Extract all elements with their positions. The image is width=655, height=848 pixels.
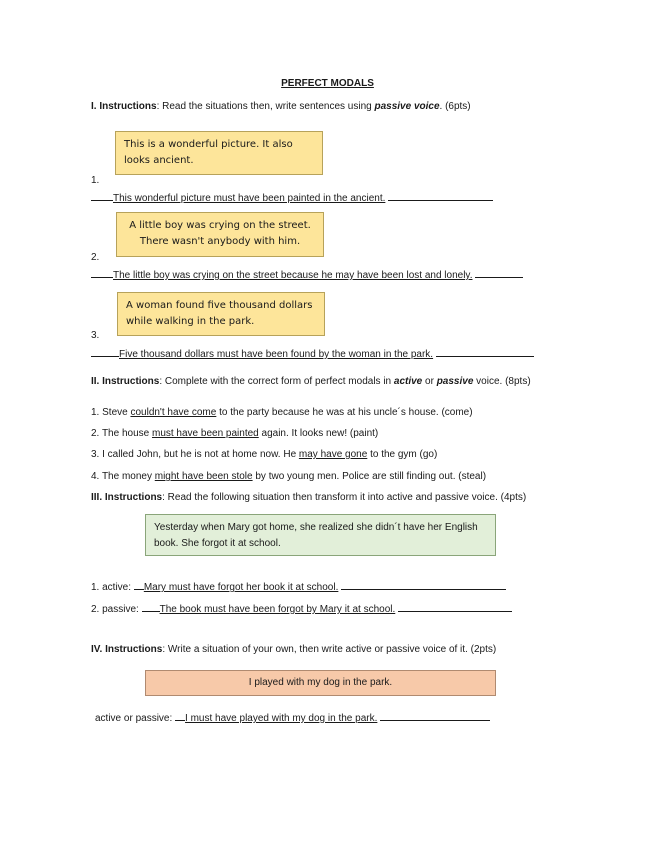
passive-label: 2. passive: [91,604,142,615]
ex2-post-4: by two young men. Police are still finding out. (steal) [252,471,487,482]
exercise-2-item-2 [91,428,378,439]
section1-heading-text-a: : Read the situations then, write sentences using [156,101,375,112]
answer-1: This wonderful picture must have been painted in the ancient. [113,193,386,204]
ex2-pre-4: 4. The money [91,471,155,482]
exercise-2-item-1 [91,407,473,418]
answer-line-3[interactable] [91,346,534,360]
ex2-answer-2[interactable]: must have been painted [151,428,259,439]
ex2-post-3: to the gym (go) [367,449,438,460]
section2-heading-emph2: passive [436,376,474,387]
section2-heading-emph1: active [393,376,423,387]
section3-heading-label: III. Instructions [91,492,163,503]
exercise-2-item-4 [91,471,486,482]
ex2-answer-3[interactable]: may have gone [298,449,368,460]
situation-box-1: This is a wonderful picture. It also looks ancient. [115,131,323,175]
page-title: PERFECT MODALS [281,78,374,89]
section2-heading-text-a: : Complete with the correct form of perfect modals in [159,376,394,387]
active-label: 1. active: [91,582,134,593]
ex2-pre-3: 3. I called John, but he is not at home now. He [91,449,299,460]
ex2-pre-1: 1. Steve [91,407,131,418]
situation-box-3: A woman found five thousand dollars while walking in the park. [117,292,325,336]
section1-heading [91,101,471,112]
section3-heading [91,492,526,503]
situation-box-section3: Yesterday when Mary got home, she realized she didn´t have her English book. She forgot it at school. [145,514,496,556]
passive-answer: The book must have been forgot by Mary it at school. [159,604,396,615]
active-answer-line[interactable] [91,579,506,593]
section2-heading-text-b: voice. (8pts) [473,376,531,387]
answer-line-2[interactable] [91,267,523,281]
own-answer-line[interactable] [95,710,490,724]
section3-heading-text: : Read the following situation then transform it into active and passive voice. (4pts) [162,492,527,503]
ex2-answer-4[interactable]: might have been stole [154,471,253,482]
answer-2: The little boy was crying on the street because he may have been lost and lonely. [113,270,473,281]
exercise-2-item-3 [91,449,437,460]
section1-heading-text-b: . (6pts) [439,101,471,112]
section4-heading [91,644,496,655]
ex2-answer-1[interactable]: couldn't have come [130,407,217,418]
passive-answer-line[interactable] [91,601,512,615]
situation-box-2: A little boy was crying on the street. There wasn't anybody with him. [116,212,324,257]
item-number-3: 3. [91,330,100,341]
section1-heading-emph: passive voice [374,101,440,112]
answer-line-1[interactable] [91,190,493,204]
own-answer-label: active or passive: [95,713,176,724]
section4-heading-label: IV. Instructions [91,644,163,655]
section2-heading-text-or: or [422,376,437,387]
section2-heading-label: II. Instructions [91,376,160,387]
ex2-post-1: to the party because he was at his uncle´s house. (come) [216,407,473,418]
section1-heading-label: I. Instructions [91,101,157,112]
answer-3: Five thousand dollars must have been found by the woman in the park. [119,349,434,360]
own-answer: I must have played with my dog in the park. [185,713,378,724]
section2-heading [91,376,531,387]
active-answer: Mary must have forgot her book it at school. [143,582,339,593]
section4-heading-text: : Write a situation of your own, then write active or passive voice of it. (2pts) [162,644,497,655]
item-number-1: 1. [91,175,100,186]
ex2-pre-2: 2. The house [91,428,152,439]
item-number-2: 2. [91,252,100,263]
situation-box-section4: I played with my dog in the park. [145,670,496,696]
ex2-post-2: again. It looks new! (paint) [258,428,379,439]
